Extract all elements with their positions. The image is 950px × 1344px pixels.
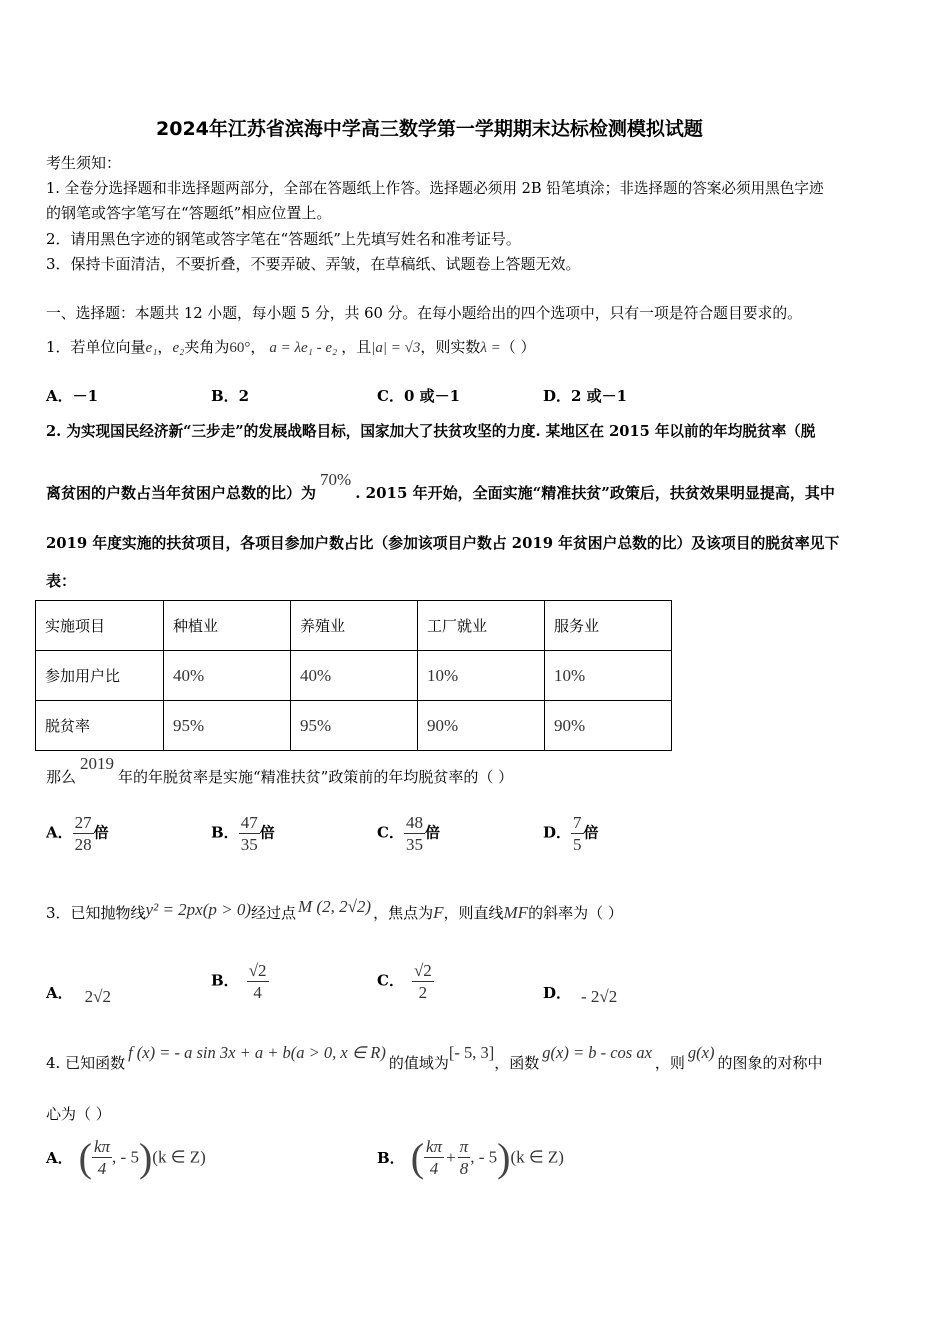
table-cell: 90%	[545, 701, 672, 751]
question-1-stem: 1．若单位向量e₁，e₂夹角为60°， a = λe₁ - e₂ ，且|a| = √3，则实数λ =（ ）	[46, 338, 536, 356]
math-focus: F	[433, 903, 444, 922]
math-plus: +	[446, 1147, 456, 1167]
table-cell: 服务业	[545, 601, 672, 651]
q2-option-c: C． $\frac{48}{35}$ 倍	[377, 813, 440, 854]
math-vector-eq: a = λe₁ - e₂	[269, 340, 338, 356]
math-lambda: λ =	[480, 340, 501, 356]
notice-item-3: 3．保持卡面清洁，不要折叠，不要弄破、弄皱，在草稿纸、试题卷上答题无效。	[46, 255, 581, 273]
math-abs: |a| = √3	[371, 340, 421, 356]
math-value: 2√2	[84, 987, 111, 1006]
table-cell: 脱贫率	[36, 701, 164, 751]
question-4-stem-cont: 心为（ ）	[46, 1105, 111, 1123]
math-parabola: y² = 2px(p > 0)	[145, 900, 251, 919]
fraction: $\frac{\pi}{8}$	[459, 1137, 469, 1178]
question-2-line-2: 离贫困的户数占当年贫困户总数的比）为70%. 2015 年开始，全面实施“精准扶贫”政策后，扶贫效果明显提高，其中	[46, 470, 835, 502]
fraction: $\frac{7}{5}$	[573, 813, 582, 854]
q1-option-c: C．0 或－1	[377, 387, 461, 405]
fraction: $\frac{k\pi}{4}$	[426, 1137, 443, 1178]
table-row	[36, 651, 672, 701]
table-cell: 40%	[164, 651, 291, 701]
math-range: [- 5, 3]	[448, 1043, 495, 1062]
math-value: , - 5	[470, 1147, 498, 1167]
fraction: $\frac{48}{35}$	[405, 813, 423, 854]
notice-item-1: 1. 全卷分选择题和非选择题两部分，全部在答题纸上作答。选择题必须用 2B 铅笔填涂；非选择题的答案必须用黑色字迹	[46, 180, 824, 197]
math-function-f: f (x) = - a sin 3x + a + b(a > 0, x ∈ R)	[128, 1043, 386, 1062]
math-value: , - 5	[112, 1147, 139, 1167]
question-2-ask: 那么2019年的年脱贫率是实施“精准扶贫”政策前的年均脱贫率的（ ）	[46, 754, 514, 786]
q4-option-a: A． ( $\frac{k\pi}{4}$ , - 5)(k ∈ Z)	[46, 1135, 206, 1180]
table-cell: 实施项目	[36, 601, 164, 651]
math-point-m: M (2, 2√2)	[298, 897, 372, 916]
table-cell: 40%	[291, 651, 418, 701]
q3-option-d: D． - 2√2	[543, 984, 618, 1006]
section-heading: 一、选择题：本题共 12 小题，每小题 5 分，共 60 分。在每小题给出的四个选项中，只有一项是符合题目要求的。	[46, 305, 802, 322]
math-e2: e₂	[172, 340, 185, 356]
table-cell: 10%	[418, 651, 545, 701]
q4-option-b: B． ( $\frac{k\pi}{4}$ + $\frac{\pi}{8}$ , - 5)(k ∈ Z)	[377, 1135, 564, 1180]
page-title: 2024年江苏省滨海中学高三数学第一学期期末达标检测模拟试题	[156, 118, 703, 140]
poverty-table	[35, 600, 672, 751]
math-condition: (k ∈ Z)	[152, 1147, 206, 1167]
math-function-g: g(x) = b - cos ax	[542, 1043, 652, 1062]
question-3-stem: 3．已知抛物线y² = 2px(p > 0)经过点 M (2, 2√2) ，焦点为F，则直线MF的斜率为（ ）	[46, 897, 623, 922]
notice-item-2: 2．请用黑色字迹的钢笔或答字笔在“答题纸”上先填写姓名和准考证号。	[46, 230, 521, 248]
q1-option-b: B．2	[211, 387, 250, 405]
question-4-stem: 4. 已知函数f (x) = - a sin 3x + a + b(a > 0, x ∈ R)的值域为[- 5, 3]，函数g(x) = b - cos ax，则g(x)的图象的对称中	[46, 1043, 823, 1072]
table-cell: 养殖业	[291, 601, 418, 651]
question-2-line-1: 2. 为实现国民经济新“三步走”的发展战略目标，国家加大了扶贫攻坚的力度. 某地区在 2015 年以前的年均脱贫率（脱	[46, 423, 816, 440]
table-cell: 10%	[545, 651, 672, 701]
q3-option-c: C． $\frac{√2}{2}$	[377, 961, 432, 1002]
q3-option-b: B． $\frac{√2}{4}$	[211, 961, 267, 1002]
math-angle: 60°	[229, 340, 251, 356]
math-year: 2019	[80, 754, 115, 773]
q2-option-d: D． $\frac{7}{5}$ 倍	[543, 813, 599, 854]
table-cell: 95%	[164, 701, 291, 751]
fraction: $\frac{k\pi}{4}$	[93, 1137, 111, 1178]
table-cell: 工厂就业	[418, 601, 545, 651]
math-line-mf: MF	[503, 903, 529, 922]
table-cell: 95%	[291, 701, 418, 751]
math-rate: 70%	[320, 470, 352, 489]
fraction: $\frac{√2}{2}$	[413, 961, 432, 1002]
q1-option-a: A．－1	[46, 387, 99, 405]
notice-heading: 考生须知：	[46, 154, 122, 172]
math-gx: g(x)	[687, 1043, 715, 1062]
table-cell: 参加用户比	[36, 651, 164, 701]
fraction: $\frac{√2}{4}$	[248, 961, 267, 1002]
table-row	[36, 701, 672, 751]
table-cell: 90%	[418, 701, 545, 751]
math-condition: (k ∈ Z)	[510, 1147, 564, 1167]
question-2-line-3: 2019 年度实施的扶贫项目，各项目参加户数占比（参加该项目户数占 2019 年贫困户总数的比）及该项目的脱贫率见下	[46, 535, 840, 552]
table-header-row	[36, 601, 672, 651]
q3-option-a: A． 2√2	[46, 984, 111, 1006]
math-e1: e₁	[145, 340, 158, 356]
q2-option-a: A． $\frac{27}{28}$ 倍	[46, 813, 109, 854]
notice-item-1-cont: 的钢笔或答字笔写在“答题纸”相应位置上。	[46, 204, 332, 222]
question-2-line-4: 表：	[46, 572, 77, 590]
fraction: $\frac{27}{28}$	[74, 813, 92, 854]
table-cell: 种植业	[164, 601, 291, 651]
q2-option-b: B． $\frac{47}{35}$ 倍	[211, 813, 275, 854]
fraction: $\frac{47}{35}$	[240, 813, 258, 854]
math-value: - 2√2	[581, 987, 618, 1006]
q1-option-d: D．2 或－1	[543, 387, 628, 405]
